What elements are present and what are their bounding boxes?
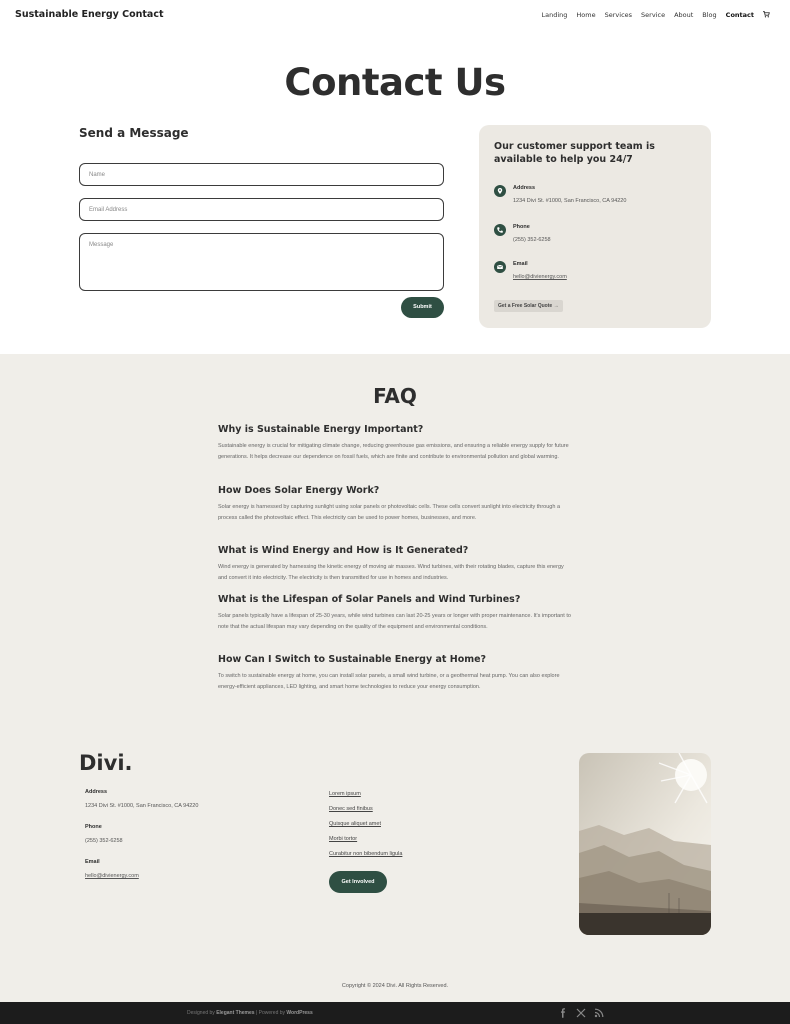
powered-by-text: | Powered by [254, 1010, 287, 1016]
faq-section [0, 354, 790, 734]
location-pin-icon [494, 185, 506, 197]
email-label: Email [513, 261, 528, 267]
footer-link[interactable]: Morbi tortor [329, 836, 358, 842]
message-field[interactable] [79, 233, 444, 291]
landscape-image [579, 753, 711, 935]
nav-item-services[interactable]: Services [604, 11, 633, 19]
faq-answer: Solar energy is harnessed by capturing sunlight using solar panels or photovoltaic cells. These cells convert sunlight into electricity through a process called the photovoltaic effect. This electricity can be used to power homes, businesses, and more. [218, 504, 561, 521]
footer-link[interactable]: Quisque aliquet amet [329, 821, 381, 827]
nav-item-about[interactable]: About [674, 11, 694, 19]
facebook-icon[interactable] [558, 1008, 568, 1018]
nav-item-home[interactable]: Home [576, 11, 596, 19]
main-nav [542, 11, 770, 19]
nav-item-blog[interactable]: Blog [702, 11, 717, 19]
copyright-text: Copyright © 2024 Divi. All Rights Reserved. [341, 983, 449, 989]
faq-question: Why is Sustainable Energy Important? [218, 424, 424, 435]
submit-button[interactable]: Submit [401, 297, 444, 318]
faq-item [218, 485, 573, 524]
address-label: Address [513, 185, 536, 191]
envelope-icon [494, 261, 506, 273]
faq-item [218, 654, 573, 693]
rss-icon[interactable] [594, 1008, 604, 1018]
support-info-card [479, 125, 711, 328]
footer-phone-label: Phone [85, 824, 102, 830]
faq-question: What is Wind Energy and How is It Generated? [218, 545, 469, 556]
designed-by-text: Designed by [187, 1010, 215, 1016]
faq-answer: Sustainable energy is crucial for mitigating climate change, reducing greenhouse gas emissions, and ensuring a reliable energy supply for future generations. It helps decrease our dependence on fossil fuels, which are finite and contribute to environmental pollution and global warming. [218, 443, 569, 460]
faq-title: FAQ [373, 384, 417, 408]
site-title[interactable]: Sustainable Energy Contact [15, 9, 164, 20]
faq-answer: Solar panels typically have a lifespan of 25-30 years, while wind turbines can last 20-25 years or longer with proper maintenance. It's important to note that the actual lifespan may vary depending on the quality of the equipment and environmental conditions. [218, 613, 571, 630]
email-field[interactable] [79, 198, 444, 221]
solar-quote-button[interactable]: Get a Free Solar Quote → [494, 300, 563, 312]
footer-address-label: Address [85, 789, 108, 795]
faq-answer: To switch to sustainable energy at home, you can install solar panels, a small wind turbine, or a geothermal heat pump. You can also explore energy-efficient appliances, LED lighting, and smart home technologies to reduce your energy consumption. [218, 673, 560, 690]
phone-label: Phone [513, 224, 530, 230]
footer-email-link[interactable]: hello@divienergy.com [85, 873, 139, 879]
nav-item-landing[interactable]: Landing [541, 11, 568, 19]
footer-phone-value: (255) 352-6258 [85, 838, 123, 844]
footer-logo[interactable]: Divi. [79, 751, 133, 775]
designer-link[interactable]: Elegant Themes [216, 1010, 255, 1016]
phone-value: (255) 352-6258 [513, 237, 551, 243]
platform-link[interactable]: WordPress [286, 1010, 313, 1016]
faq-answer: Wind energy is generated by harnessing the kinetic energy of moving air masses. Wind turbines, with their rotating blades, capture this energy and convert it into electricity. The electricity is then transmitted for use in homes and industries. [218, 564, 564, 581]
footer-link[interactable]: Donec sed finibus [329, 806, 373, 812]
footer-credits [187, 1010, 313, 1016]
email-link[interactable]: hello@divienergy.com [513, 274, 567, 280]
bottom-bar [0, 1002, 790, 1024]
site-footer [0, 734, 790, 1002]
get-involved-button[interactable]: Get Involved [329, 871, 387, 893]
address-value: 1234 Divi St. #1000, San Francisco, CA 94220 [513, 198, 627, 204]
page-title: Contact Us [284, 61, 506, 104]
faq-item [218, 424, 573, 463]
email-placeholder: Email Address [89, 207, 128, 213]
form-title: Send a Message [79, 126, 189, 140]
support-heading: Our customer support team is available to help you 24/7 [494, 141, 655, 165]
footer-link[interactable]: Curabitur non bibendum ligula [329, 851, 403, 857]
message-placeholder: Message [89, 242, 114, 248]
footer-link[interactable]: Lorem ipsum [329, 791, 361, 797]
name-placeholder: Name [89, 172, 106, 178]
phone-icon [494, 224, 506, 236]
cart-icon[interactable] [763, 11, 770, 18]
nav-item-contact[interactable]: Contact [725, 11, 754, 19]
contact-section [0, 31, 790, 354]
faq-item [218, 594, 573, 633]
faq-item [218, 545, 573, 584]
faq-question: What is the Lifespan of Solar Panels and Wind Turbines? [218, 594, 521, 605]
faq-question: How Does Solar Energy Work? [218, 485, 380, 496]
footer-email-label: Email [85, 859, 100, 865]
x-icon[interactable] [576, 1008, 586, 1018]
name-field[interactable] [79, 163, 444, 186]
site-header [0, 0, 790, 31]
faq-question: How Can I Switch to Sustainable Energy at Home? [218, 654, 487, 665]
nav-item-service[interactable]: Service [641, 11, 666, 19]
footer-address-value: 1234 Divi St. #1000, San Francisco, CA 94220 [85, 803, 199, 809]
